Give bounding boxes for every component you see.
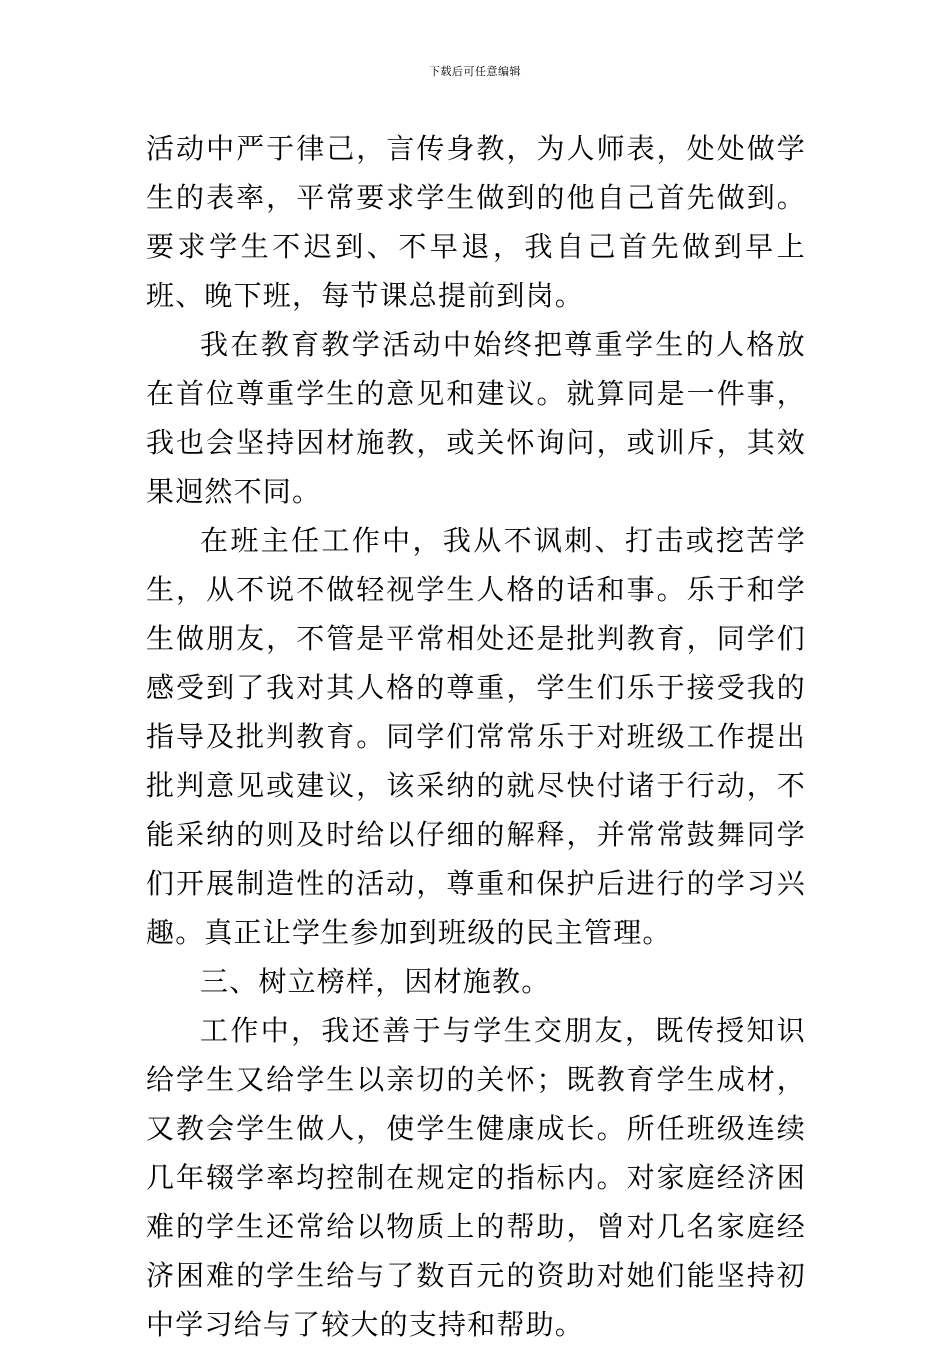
paragraph-class-teacher: 在班主任工作中，我从不讽刺、打击或挖苦学生，从不说不做轻视学生人格的话和事。乐于和学生做朋友，不管是平常相处还是批判教育，同学们感受到了我对其人格的尊重，学生们乐于接受我的指导及批判教育。同学们常常乐于对班级工作提出批判意见或建议，该采纳的就尽快付诸于行动，不能采纳的则及时给以仔细的解释，并常常鼓舞同学们开展制造性的活动，尊重和保护后进行的学习兴趣。真正让学生参加到班级的民主管理。: [146, 524, 806, 949]
paragraph-care: 工作中，我还善于与学生交朋友，既传授知识给学生又给学生以亲切的关怀；既教育学生成材，又教会学生做人，使学生健康成长。所任班级连续几年辍学率均控制在规定的指标内。对家庭经济困难的学生还常给以物质上的帮助，曾对几名家庭经济困难的学生给与了数百元的资助对她们能坚持初中学习给与了较大的支持和帮助。: [146, 1014, 806, 1341]
paragraph-respect: 我在教育教学活动中始终把尊重学生的人格放在首位尊重学生的意见和建议。就算同是一件事，我也会坚持因材施教，或关怀询问，或训斥，其效果迥然不同。: [146, 328, 806, 508]
document-body: [146, 124, 806, 1349]
section-heading: 三、树立榜样，因材施教。: [200, 965, 551, 998]
paragraph-continued: 活动中严于律己，言传身教，为人师表，处处做学生的表率，平常要求学生做到的他自己首先做到。要求学生不迟到、不早退，我自己首先做到早上班、晚下班，每节课总提前到岗。: [146, 132, 806, 312]
page-header: 下载后可任意编辑: [429, 65, 521, 78]
